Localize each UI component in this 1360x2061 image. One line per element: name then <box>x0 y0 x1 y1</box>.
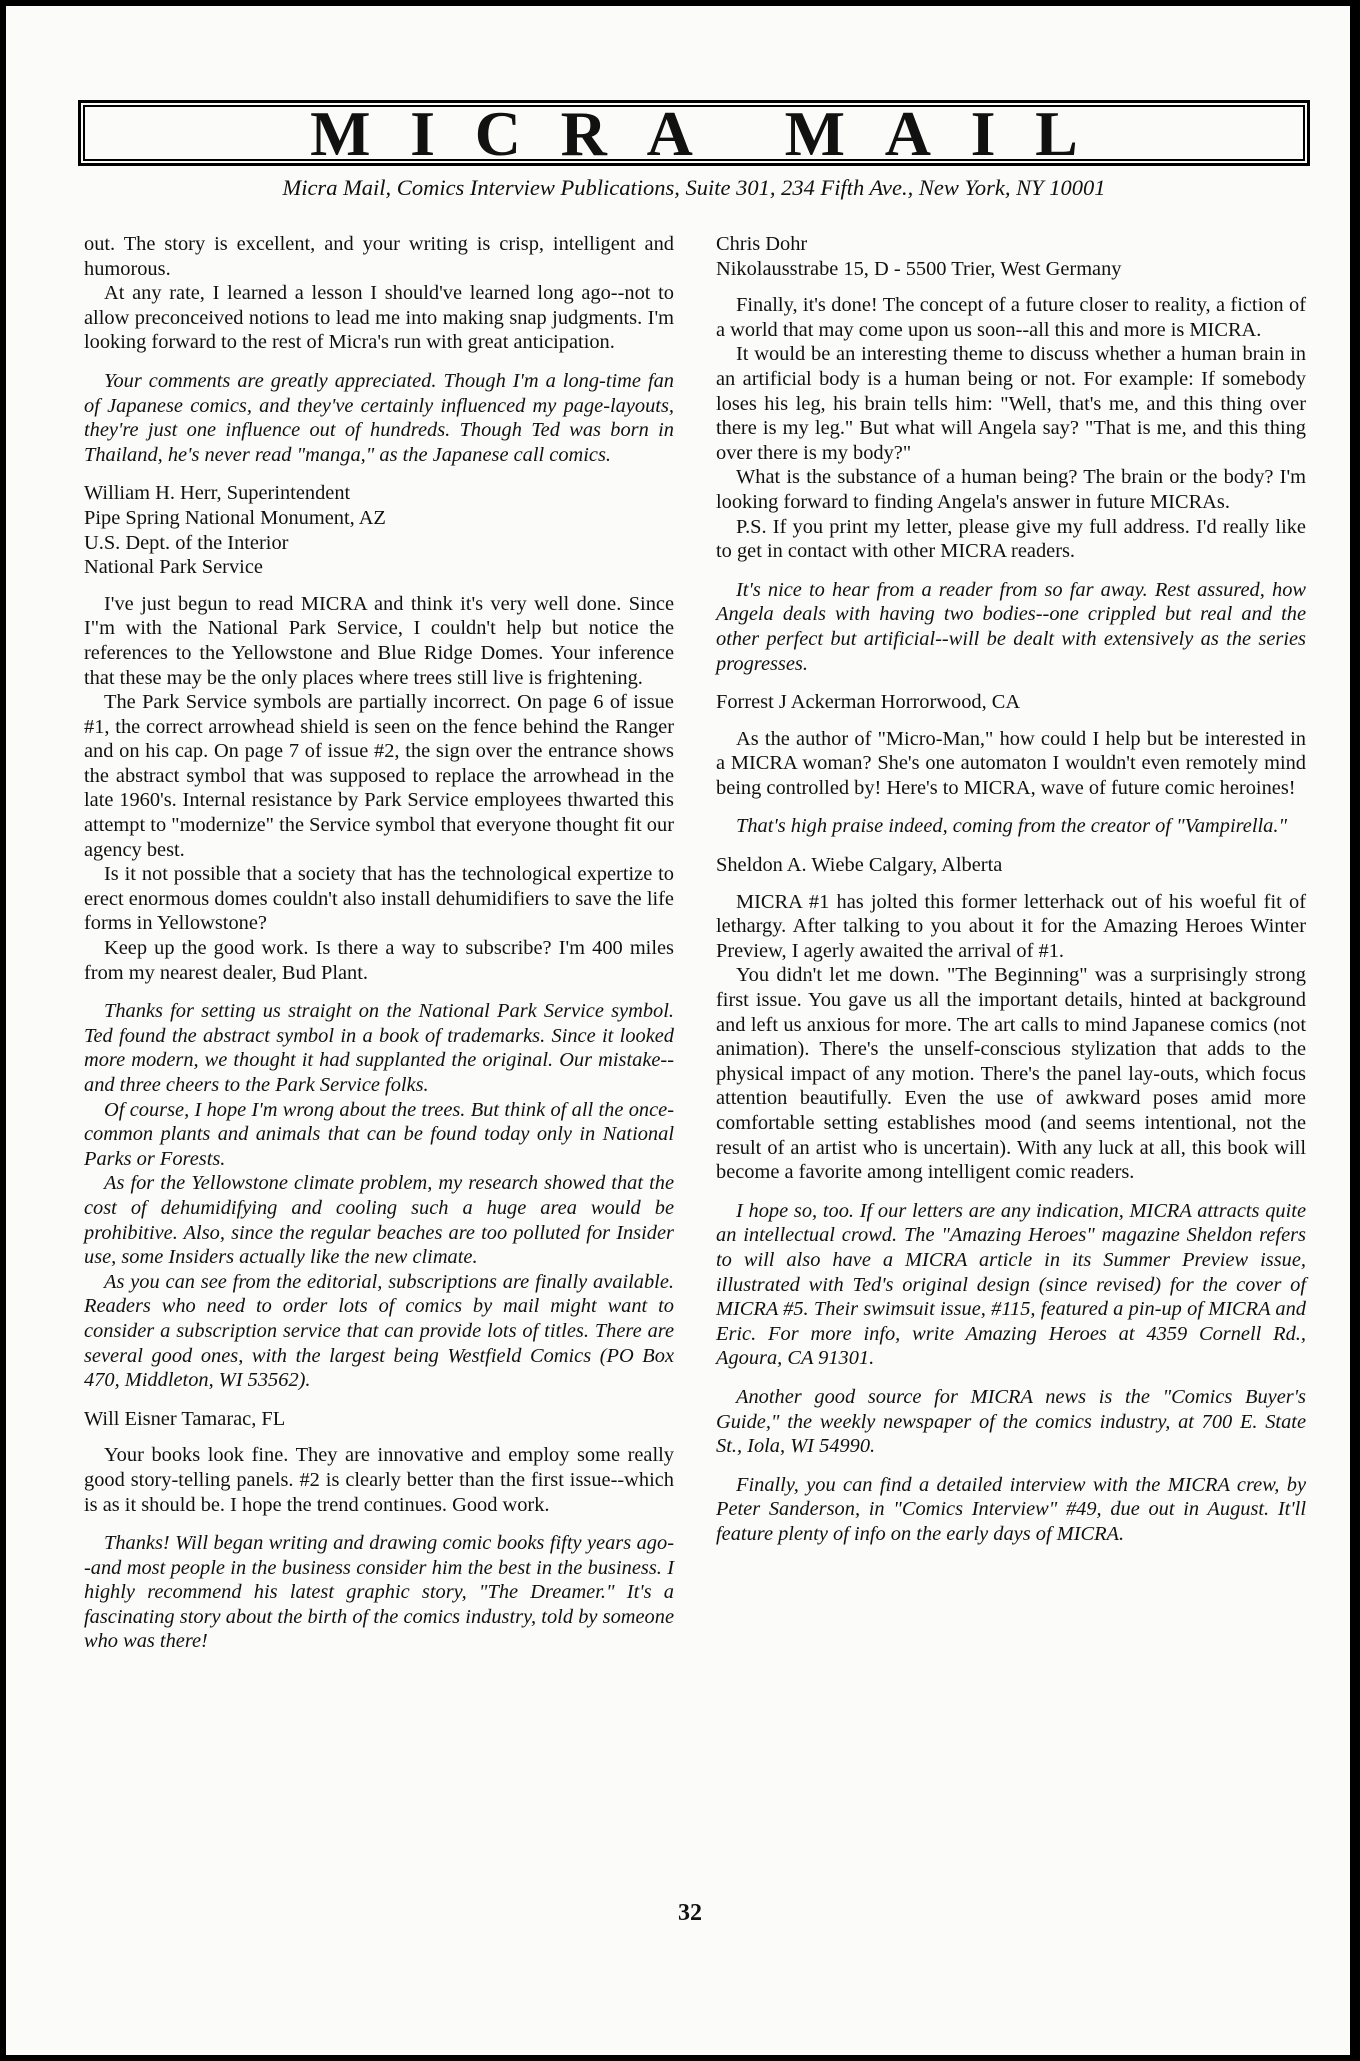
letter-header-eisner <box>84 1407 674 1432</box>
paragraph: As for the Yellowstone climate problem, my research showed that the cost of dehumidifying and cooling such a huge area would be prohibitive. Also, since the regular beaches are too polluted for Insider use, some Insiders actually like the new climate. <box>84 1172 674 1269</box>
paragraph: What is the substance of a human being? The brain or the body? I'm looking forward to finding Angela's answer in future MICRAs. <box>716 466 1306 513</box>
letter-eisner <box>84 1443 674 1517</box>
letter-ackerman <box>716 727 1306 801</box>
editor-reply-herr <box>84 999 674 1393</box>
signature-line: National Park Service <box>84 556 263 579</box>
letter-dohr <box>716 293 1306 564</box>
paragraph: The Park Service symbols are partially incorrect. On page 6 of issue #1, the correct arrowhead shield is seen on the fence behind the Ranger and on his cap. On page 7 of issue #2, the sign over the entrance shows the abstract symbol that was supposed to replace the arrowhead in the late 1960's. Internal resistance by Park Service employees thwarted this attempt to "modernize" the Service symbol that everyone thought fit our agency best. <box>84 691 674 861</box>
editor-note-buyers-guide <box>716 1385 1306 1459</box>
masthead-title: MICRA MAIL <box>310 100 1118 166</box>
continued-letter <box>84 232 674 355</box>
paragraph: It would be an interesting theme to discuss whether a human brain in an artificial body is a human being or not. For example: If somebody loses his leg, his brain tells him: "Well, that's me, and this thing over there is my leg." But what will Angela say? "That is me, and this thing over there is my body?" <box>716 343 1306 464</box>
signature-line: William H. Herr, Superintendent <box>84 482 351 505</box>
paragraph: I hope so, too. If our letters are any indication, MICRA attracts quite an intellectual crowd. The "Amazing Heroes" magazine Sheldon refers to will also have a MICRA article in its Summer Preview issue, illustrated with Ted's original design (since revised) for the cover of MICRA #5. Their swimsuit issue, #115, featured a pin-up of MICRA and Eric. For more info, write Amazing Heroes at 4359 Cornell Rd., Agoura, CA 91301. <box>716 1199 1306 1370</box>
paragraph: out. The story is excellent, and your writing is crisp, intelligent and humorous. <box>84 233 674 280</box>
paragraph: Your books look fine. They are innovative and employ some really good story-telling panels. #2 is clearly better than the first issue--which is as it should be. I hope the trend continues. Good work. <box>84 1444 674 1516</box>
right-column <box>716 232 1306 1561</box>
signature-line: Sheldon A. Wiebe Calgary, Alberta <box>716 854 1003 877</box>
editor-reply-wiebe <box>716 1199 1306 1371</box>
paragraph: Of course, I hope I'm wrong about the trees. But think of all the once-common plants and animals that can be found today only in National Parks or Forests. <box>84 1098 674 1170</box>
letter-header-wiebe <box>716 853 1306 878</box>
signature-line: Chris Dohr <box>716 233 808 255</box>
signature-line: Pipe Spring National Monument, AZ <box>84 506 386 529</box>
signature-line: Forrest J Ackerman Horrorwood, CA <box>716 691 1021 714</box>
paragraph: You didn't let me down. "The Beginning" was a surprisingly strong first issue. You gave us all the important details, hinted at background and left us anxious for more. The art calls to mind Japanese comics (not animation). There's the unself-conscious stylization that adds to the physical impact of any motion. There's the panel lay-outs, which focus attention beautifully. Even the use of awkward poses amid more comfortable setting establishes mood (and seems intentional, not the result of an artist who is uncertain). With any luck at all, this book will become a favorite among intelligent comic readers. <box>716 964 1306 1184</box>
paragraph: Is it not possible that a society that has the technological expertize to erect enormous domes couldn't also install dehumidifiers to save the life forms in Yellowstone? <box>84 863 674 935</box>
paragraph: It's nice to hear from a reader from so far away. Rest assured, how Angela deals with having two bodies--one crippled but real and the other perfect but artificial--will be dealt with extensively as the series progresses. <box>716 578 1306 675</box>
editor-note-interview <box>716 1473 1306 1547</box>
left-column <box>84 232 674 1668</box>
letter-header-herr <box>84 481 674 579</box>
paragraph: As you can see from the editorial, subscriptions are finally available. Readers who need to order lots of comics by mail might want to consider a subscription service that can provide lots of titles. There are several good ones, with the largest being Westfield Comics (PO Box 470, Middleton, WI 53562). <box>84 1270 674 1392</box>
masthead <box>78 100 1310 166</box>
paragraph: Finally, you can find a detailed interview with the MICRA crew, by Peter Sanderson, in "Comics Interview" #49, due out in August. It'll feature plenty of info on the early days of MICRA. <box>716 1473 1306 1545</box>
paragraph: Thanks! Will began writing and drawing comic books fifty years ago--and most people in the business consider him the best in the business. I highly recommend his latest graphic story, "The Dreamer." It's a fascinating story about the birth of the comics industry, told by someone who was there! <box>84 1532 674 1653</box>
paragraph: MICRA #1 has jolted this former letterhack out of his woeful fit of lethargy. After talking to you about it for the Amazing Heroes Winter Preview, I agerly awaited the arrival of #1. <box>716 890 1306 962</box>
paragraph: P.S. If you print my letter, please give my full address. I'd really like to get in contact with other MICRA readers. <box>716 515 1306 563</box>
editor-reply-eisner <box>84 1531 674 1654</box>
paragraph: Finally, it's done! The concept of a future closer to reality, a fiction of a world that may come upon us soon--all this and more is MICRA. <box>716 294 1306 341</box>
signature-line: Nikolausstrabe 15, D - 5500 Trier, West Germany <box>716 257 1122 280</box>
paragraph: At any rate, I learned a lesson I should've learned long ago--not to allow preconceived notions to lead me into making snap judgments. I'm looking forward to the rest of Micra's run with great anticipation. <box>84 282 674 354</box>
address-line: Micra Mail, Comics Interview Publications, Suite 301, 234 Fifth Ave., New York, NY 10001 <box>282 175 1106 200</box>
signature-line: U.S. Dept. of the Interior <box>84 531 289 554</box>
page-number: 32 <box>678 1900 702 1926</box>
paragraph: I've just begun to read MICRA and think it's very well done. Since I"m with the National Park Service, I couldn't help but notice the references to the Yellowstone and Blue Ridge Domes. Your inference that these may be the only places where trees still live is frightening. <box>84 592 674 689</box>
letter-header-dohr <box>716 232 1306 281</box>
editor-reply-ackerman <box>716 814 1306 839</box>
letter-header-ackerman <box>716 690 1306 715</box>
editor-reply-dohr <box>716 578 1306 676</box>
paragraph: Your comments are greatly appreciated. Though I'm a long-time fan of Japanese comics, and they've certainly influenced my page-layouts, they're just one influence out of hundreds. Though Ted was born in Thailand, he's never read "manga," as the Japanese call comics. <box>84 369 674 466</box>
paragraph: As the author of "Micro-Man," how could I help but be interested in a MICRA woman? She's one automaton I wouldn't even remotely mind being controlled by! Here's to MICRA, wave of future comic heroines! <box>716 727 1306 799</box>
editor-reply <box>84 369 674 467</box>
letter-wiebe <box>716 890 1306 1185</box>
paragraph: That's high praise indeed, coming from the creator of "Vampirella." <box>736 815 1288 838</box>
paragraph: Keep up the good work. Is there a way to subscribe? I'm 400 miles from my nearest dealer, Bud Plant. <box>84 937 674 984</box>
letter-herr <box>84 592 674 986</box>
paragraph: Another good source for MICRA news is the "Comics Buyer's Guide," the weekly newspaper of the comics industry, at 700 E. State St., Iola, WI 54990. <box>716 1385 1306 1458</box>
paragraph: Thanks for setting us straight on the National Park Service symbol. Ted found the abstract symbol in a book of trademarks. Since it looked more modern, we thought it had supplanted the original. Our mistake--and three cheers to the Park Service folks. <box>84 1000 674 1096</box>
signature-line: Will Eisner Tamarac, FL <box>84 1407 286 1430</box>
